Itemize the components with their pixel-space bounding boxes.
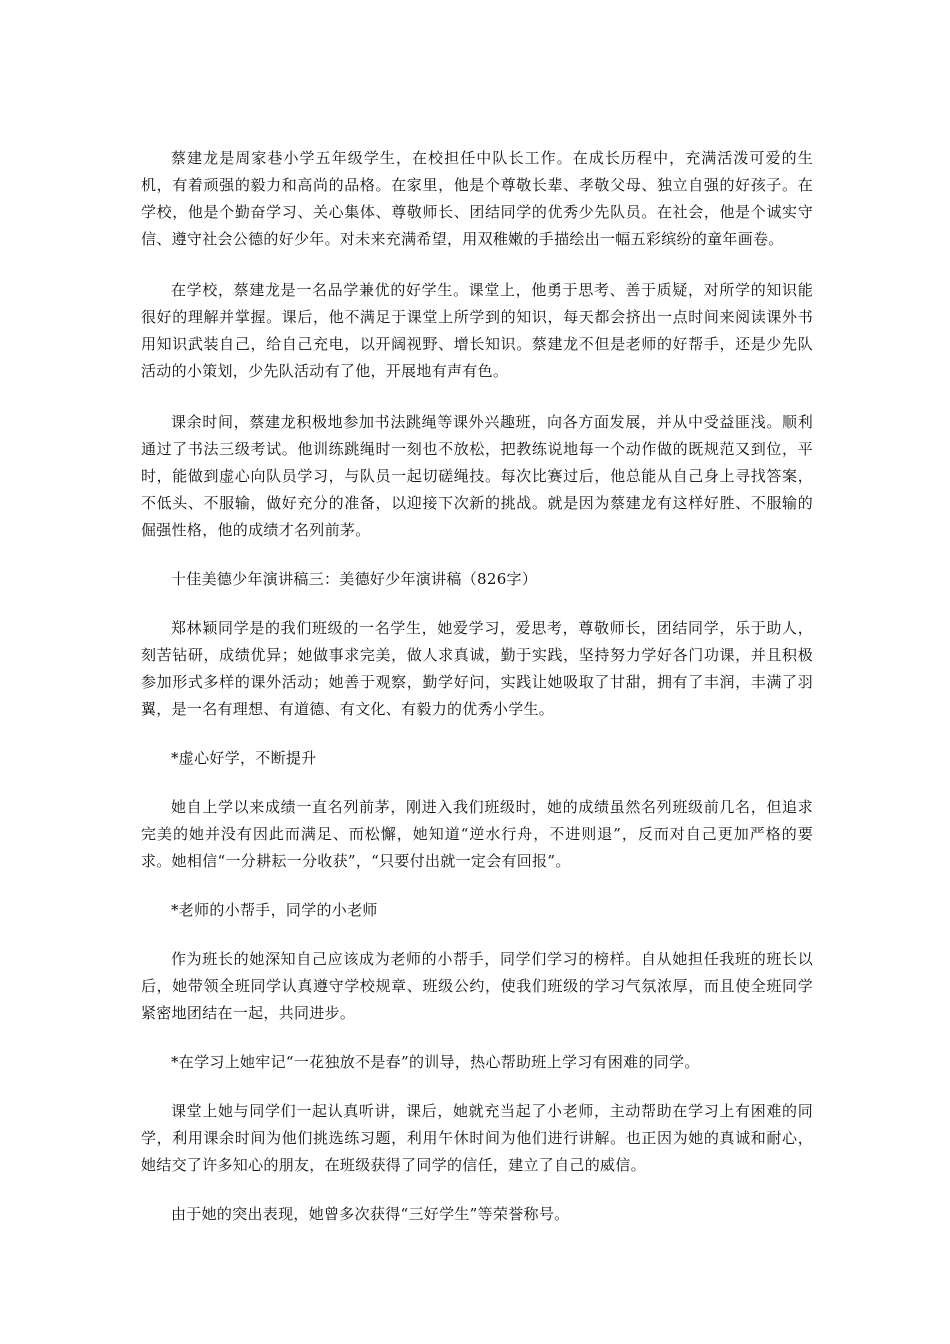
document-body	[141, 145, 813, 1228]
paragraph-monitor: 作为班长的她深知自己应该成为老师的小帮手，同学们学习的榜样。自从她担任我班的班长以后，她带领全班同学认真遵守学校规章、班级公约，使我们班级的学习气氛浓厚，而且使全班同学紧密地团结在一起，共同进步。	[141, 950, 813, 1022]
paragraph-school: 在学校，蔡建龙是一名品学兼优的好学生。课堂上，他勇于思考、善于质疑，对所学的知识能很好的理解并掌握。课后，他不满足于课堂上所学到的知识，每天都会挤出一点时间来阅读课外书用知识武装自己，给自己充电，以开阔视野、增长知识。蔡建龙不但是老师的好帮手，还是少先队活动的小策划，少先队活动有了他，开展地有声有色。	[141, 281, 813, 380]
paragraph-grades: 她自上学以来成绩一直名列前茅，刚进入我们班级时，她的成绩虽然名列班级前几名，但追求完美的她并没有因此而满足、而松懈，她知道“逆水行舟，不进则退”，反而对自己更加严格的要求。她相信“一分耕耘一分收获”，“只要付出就一定会有回报”。	[141, 798, 813, 870]
paragraph-extracurricular: 课余时间，蔡建龙积极地参加书法跳绳等课外兴趣班，向各方面发展，并从中受益匪浅。顺利通过了书法三级考试。他训练跳绳时一刻也不放松，把教练说地每一个动作做的既规范又到位，平时，能做到虚心向队员学习，与队员一起切磋绳技。每次比赛过后，他总能从自己身上寻找答案，不低头、不服输，做好充分的准备，以迎接下次新的挑战。就是因为蔡建龙有这样好胜、不服输的倔强性格，他的成绩才名列前茅。	[141, 413, 813, 539]
paragraph-honors: 由于她的突出表现，她曾多次获得“三好学生”等荣誉称号。	[171, 1205, 570, 1223]
subheading-humble-learning: *虚心好学，不断提升	[171, 749, 317, 767]
paragraph-zheng-intro: 郑林颖同学是的我们班级的一名学生，她爱学习，爱思考，尊敬师长，团结同学，乐于助人，刻苦钻研，成绩优异；她做事求完美，做人求真诚，勤于实践，坚持努力学好各门功课，并且积极参加形式多样的课外活动；她善于观察，勤学好问，实践让她吸取了甘甜，拥有了丰润，丰满了羽翼，是一名有理想、有道德、有文化、有毅力的优秀小学生。	[141, 619, 813, 718]
subheading-helping-classmates: *在学习上她牢记“一花独放不是春”的训导，热心帮助班上学习有困难的同学。	[171, 1053, 700, 1071]
section-heading: 十佳美德少年演讲稿三：美德好少年演讲稿（826字）	[171, 570, 538, 588]
paragraph-intro: 蔡建龙是周家巷小学五年级学生，在校担任中队长工作。在成长历程中，充满活泼可爱的生机，有着顽强的毅力和高尚的品格。在家里，他是个尊敬长辈、孝敬父母、独立自强的好孩子。在学校，他是个勤奋学习、关心集体、尊敬师长、团结同学的优秀少先队员。在社会，他是个诚实守信、遵守社会公德的好少年。对未来充满希望，用双稚嫩的手描绘出一幅五彩缤纷的童年画卷。	[141, 149, 813, 248]
subheading-helper: *老师的小帮手，同学的小老师	[171, 901, 378, 919]
paragraph-tutor: 课堂上她与同学们一起认真听讲，课后，她就充当起了小老师，主动帮助在学习上有困难的同学，利用课余时间为他们挑选练习题，利用午休时间为他们进行讲解。也正因为她的真诚和耐心，她结交了许多知心的朋友，在班级获得了同学的信任，建立了自己的威信。	[141, 1102, 813, 1174]
